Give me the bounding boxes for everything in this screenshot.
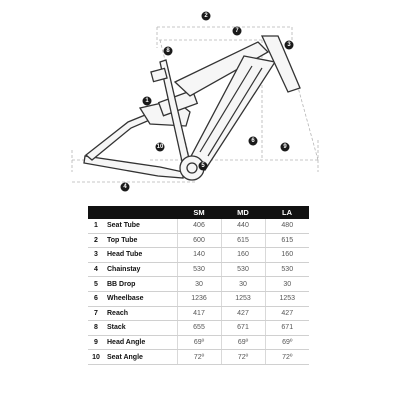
value-sm: 600 — [177, 233, 221, 248]
svg-text:5: 5 — [201, 163, 205, 169]
row-label: Chainstay — [104, 262, 177, 277]
row-number: 3 — [88, 248, 104, 263]
value-md: 160 — [221, 248, 265, 263]
value-sm: 69º — [177, 335, 221, 350]
value-la: 69º — [265, 335, 309, 350]
value-la: 615 — [265, 233, 309, 248]
table-row — [88, 233, 309, 248]
value-sm: 72º — [177, 350, 221, 365]
value-md: 671 — [221, 321, 265, 336]
marker-9 — [281, 143, 290, 152]
table-row — [88, 335, 309, 350]
value-sm: 140 — [177, 248, 221, 263]
value-md: 427 — [221, 306, 265, 321]
value-md: 30 — [221, 277, 265, 292]
row-label: Head Angle — [104, 335, 177, 350]
row-number: 9 — [88, 335, 104, 350]
row-label: Stack — [104, 321, 177, 336]
header-label — [104, 206, 177, 219]
svg-text:7: 7 — [235, 28, 239, 34]
marker-5 — [199, 162, 208, 171]
row-number: 6 — [88, 291, 104, 306]
row-number: 2 — [88, 233, 104, 248]
marker-1 — [143, 97, 152, 106]
marker-10 — [156, 143, 165, 152]
row-label: Seat Angle — [104, 350, 177, 365]
value-la: 530 — [265, 262, 309, 277]
svg-text:1: 1 — [145, 98, 149, 104]
value-sm: 406 — [177, 219, 221, 233]
value-la: 427 — [265, 306, 309, 321]
header-size-md: MD — [221, 206, 265, 219]
table-row — [88, 262, 309, 277]
svg-text:6: 6 — [251, 138, 255, 144]
svg-text:8: 8 — [166, 48, 170, 54]
value-sm: 1236 — [177, 291, 221, 306]
svg-text:4: 4 — [123, 184, 127, 190]
header-index — [88, 206, 104, 219]
value-sm: 655 — [177, 321, 221, 336]
row-label: Wheelbase — [104, 291, 177, 306]
marker-2 — [202, 12, 211, 21]
row-number: 7 — [88, 306, 104, 321]
row-label: Seat Tube — [104, 219, 177, 233]
value-md: 72º — [221, 350, 265, 365]
table-row — [88, 219, 309, 233]
header-size-la: LA — [265, 206, 309, 219]
row-label: Head Tube — [104, 248, 177, 263]
value-la: 160 — [265, 248, 309, 263]
marker-3 — [285, 41, 294, 50]
table-row — [88, 306, 309, 321]
table-row — [88, 277, 309, 292]
value-la: 671 — [265, 321, 309, 336]
svg-text:9: 9 — [283, 144, 287, 150]
value-md: 615 — [221, 233, 265, 248]
row-number: 1 — [88, 219, 104, 233]
row-number: 5 — [88, 277, 104, 292]
marker-8 — [164, 47, 173, 56]
value-md: 1253 — [221, 291, 265, 306]
svg-text:10: 10 — [156, 144, 164, 150]
value-la: 480 — [265, 219, 309, 233]
table-row — [88, 321, 309, 336]
marker-4 — [121, 183, 130, 192]
table-header-row — [88, 206, 309, 219]
table-body — [88, 219, 309, 364]
table-row — [88, 291, 309, 306]
value-la: 30 — [265, 277, 309, 292]
svg-text:2: 2 — [204, 13, 208, 19]
row-number: 4 — [88, 262, 104, 277]
header-size-sm: SM — [177, 206, 221, 219]
row-label: BB Drop — [104, 277, 177, 292]
geometry-table — [88, 206, 309, 365]
value-la: 72º — [265, 350, 309, 365]
table-row — [88, 350, 309, 365]
value-sm: 30 — [177, 277, 221, 292]
value-md: 69º — [221, 335, 265, 350]
table-row — [88, 248, 309, 263]
value-sm: 417 — [177, 306, 221, 321]
value-md: 440 — [221, 219, 265, 233]
bike-frame — [84, 36, 300, 180]
row-label: Reach — [104, 306, 177, 321]
svg-text:3: 3 — [287, 42, 291, 48]
row-number: 10 — [88, 350, 104, 365]
row-label: Top Tube — [104, 233, 177, 248]
value-sm: 530 — [177, 262, 221, 277]
value-md: 530 — [221, 262, 265, 277]
marker-7 — [233, 27, 242, 36]
marker-6 — [249, 137, 258, 146]
row-number: 8 — [88, 321, 104, 336]
value-la: 1253 — [265, 291, 309, 306]
